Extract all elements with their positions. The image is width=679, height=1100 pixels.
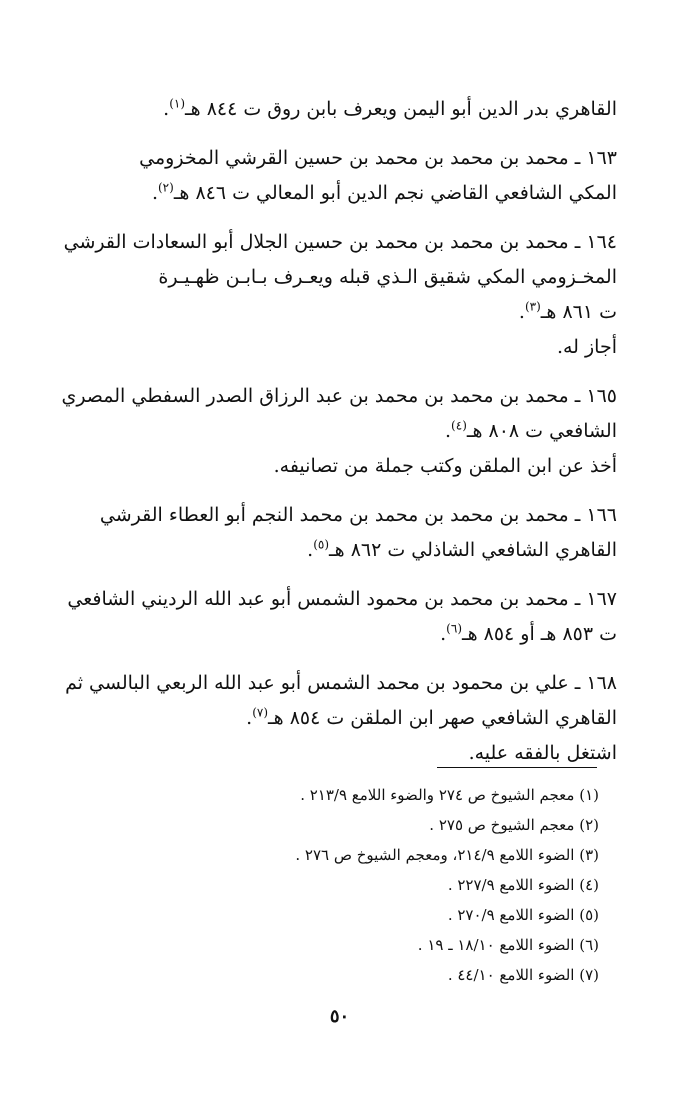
entry-note: أجاز له. (556, 336, 617, 358)
entry-end-mark: . (440, 623, 447, 645)
entry-note: اشتغل بالفقه عليه. (468, 742, 617, 764)
footnote-ref[interactable]: (٢) (157, 180, 174, 195)
entry-line: المخـزومي المكي شقيق الـذي قبله ويعـرف بـابـن ظهـيـرة (158, 266, 617, 288)
entry-text: ت ٨٦١ هـ (540, 301, 617, 323)
entry-163 (30, 141, 617, 211)
entry-line: ١٦٦ ـ محمد بن محمد بن محمد بن محمد النجم أبو العطاء القرشي (99, 504, 617, 526)
entry-line: ١٦٤ ـ محمد بن محمد بن محمد بن حسين الجلال أبو السعادات القرشي (63, 231, 617, 253)
entry-text: القاهري الشافعي صهر ابن الملقن ت ٨٥٤ هـ (268, 707, 617, 729)
lead-continuation (30, 92, 617, 127)
footnote-ref[interactable]: (٣) (524, 299, 541, 314)
entry-text: ت ٨٥٣ هـ أو ٨٥٤ هـ (462, 623, 617, 645)
footnote-ref[interactable]: (٧) (252, 705, 269, 720)
entry-line (30, 701, 617, 736)
entry-line: ١٦٣ ـ محمد بن محمد بن محمد بن حسين القرشي المخزومي (139, 147, 617, 169)
main-text (30, 92, 617, 771)
entry-line (30, 617, 617, 652)
entry-line (30, 533, 617, 568)
footnote-5: (٥) الضوء اللامع ٢٧٠/٩ . (447, 906, 599, 924)
footnote-3: (٣) الضوء اللامع ٢١٤/٩، ومعجم الشيوخ ص ٢٧٦ . (295, 846, 599, 864)
entry-168 (30, 666, 617, 771)
footnote-7: (٧) الضوء اللامع ٤٤/١٠ . (447, 966, 599, 984)
footnote-ref[interactable]: (٤) (451, 418, 467, 433)
entry-line (30, 414, 617, 449)
entry-165 (30, 379, 617, 484)
footnote-1: (١) معجم الشيوخ ص ٢٧٤ والضوء اللامع ٢١٣/٩ . (300, 786, 599, 804)
footnote-ref[interactable]: (١) (169, 96, 186, 111)
entry-166 (30, 498, 617, 568)
entry-text: القاهري بدر الدين أبو اليمن ويعرف بابن روق ت ٨٤٤ هـ (185, 98, 617, 120)
entry-end-mark: . (163, 98, 170, 120)
entry-164 (30, 225, 617, 365)
entry-line: ١٦٥ ـ محمد بن محمد بن محمد بن عبد الرزاق الصدر السفطي المصري (61, 385, 617, 407)
entry-end-mark: . (151, 182, 158, 204)
entry-end-mark: . (518, 301, 525, 323)
footnote-ref[interactable]: (٥) (313, 537, 330, 552)
footnote-separator (437, 767, 597, 768)
entry-text: الشافعي ت ٨٠٨ هـ (466, 420, 617, 442)
entry-note: أخذ عن ابن الملقن وكتب جملة من تصانيفه. (273, 455, 617, 477)
entry-line: ١٦٧ ـ محمد بن محمد بن محمود الشمس أبو عبد الله الرديني الشافعي (67, 588, 617, 610)
footnotes (40, 780, 599, 990)
entry-end-mark: . (246, 707, 253, 729)
entry-line (30, 176, 617, 211)
entry-line (30, 92, 617, 127)
footnote-2: (٢) معجم الشيوخ ص ٢٧٥ . (429, 816, 599, 834)
entry-end-mark: . (445, 420, 452, 442)
entry-line (30, 295, 617, 330)
entry-167 (30, 582, 617, 652)
footnote-ref[interactable]: (٦) (446, 621, 462, 636)
footnote-4: (٤) الضوء اللامع ٢٢٧/٩ . (447, 876, 599, 894)
entry-text: القاهري الشافعي الشاذلي ت ٨٦٢ هـ (329, 539, 617, 561)
entry-end-mark: . (307, 539, 314, 561)
entry-line: ١٦٨ ـ علي بن محمود بن محمد الشمس أبو عبد الله الربعي البالسي ثم (65, 672, 617, 694)
page-number: ٥٠ (329, 1006, 350, 1027)
footnote-6: (٦) الضوء اللامع ١٨/١٠ ـ ١٩ . (417, 936, 599, 954)
entry-text: المكي الشافعي القاضي نجم الدين أبو المعالي ت ٨٤٦ هـ (173, 182, 617, 204)
